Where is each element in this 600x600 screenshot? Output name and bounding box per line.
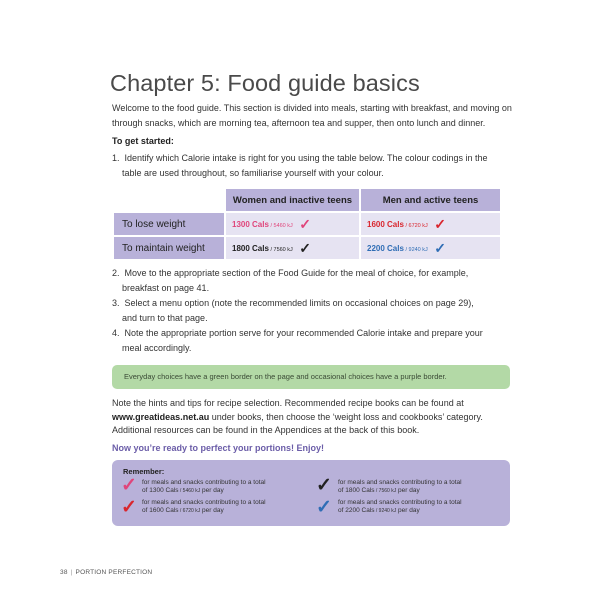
kj-value: / 7560 kJ	[268, 246, 293, 253]
page-footer	[60, 569, 152, 576]
pink-tick-icon: ✓	[299, 215, 312, 232]
step-text: Select a menu option (note the recommended limits on occasional choices on page 29),	[124, 298, 474, 308]
step-2	[112, 266, 507, 295]
step-number: 4.	[112, 328, 120, 338]
blue-tick-icon: ✓	[434, 239, 447, 256]
pink-tick-icon: ✓	[121, 475, 137, 496]
to-get-started-heading: To get started:	[112, 136, 174, 146]
calorie-table	[112, 187, 502, 261]
row-header-maintain-weight: To maintain weight	[114, 237, 224, 259]
hints-paragraph	[112, 397, 512, 438]
cal-value: 1600 Cals	[367, 219, 404, 229]
ready-heading: Now you’re ready to perfect your portions! Enjoy!	[112, 443, 325, 453]
remember-of: of	[338, 487, 346, 494]
remember-prefix: for meals and snacks contributing to a total	[338, 499, 462, 506]
blue-tick-icon: ✓	[316, 497, 332, 518]
kj-value: / 6720 kJ	[178, 508, 201, 514]
step-4	[112, 326, 507, 355]
hints-line-1: Note the hints and tips for recipe selection. Recommended recipe books can be found at	[112, 398, 464, 408]
cell-1600-cals	[361, 213, 500, 235]
kj-value: / 5460 kJ	[178, 488, 201, 494]
cal-value: 1800 Cals	[232, 243, 269, 253]
black-tick-icon: ✓	[299, 239, 312, 256]
red-tick-icon: ✓	[434, 215, 447, 232]
kj-value: / 5460 kJ	[268, 222, 293, 229]
kj-value: / 9240 kJ	[374, 508, 397, 514]
remember-box	[112, 460, 510, 526]
website-link[interactable]: www.greatideas.net.au	[112, 411, 210, 422]
per-day: per day	[396, 487, 420, 494]
chapter-title: Chapter 5: Food guide basics	[110, 70, 420, 96]
remember-item-1300	[142, 479, 266, 495]
remember-label: Remember:	[123, 467, 165, 476]
remember-prefix: for meals and snacks contributing to a total	[142, 479, 266, 486]
column-header-men: Men and active teens	[361, 189, 500, 211]
step-number: 2.	[112, 268, 120, 278]
cell-1800-cals	[226, 237, 359, 259]
step-number: 1.	[112, 153, 120, 163]
red-tick-icon: ✓	[121, 497, 137, 518]
remember-item-1800	[338, 479, 462, 495]
hints-line-2: under books, then choose the ‘weight loss and cookbooks’ category.	[209, 411, 483, 422]
per-day: per day	[200, 487, 224, 494]
remember-prefix: for meals and snacks contributing to a total	[338, 479, 462, 486]
page-number: 38	[60, 569, 68, 576]
step-1	[112, 151, 507, 180]
hints-line-3: Additional resources can be found in the Appendices at the back of this book.	[112, 425, 420, 435]
step-text: Identify which Calorie intake is right for you using the table below. The colour codings in the	[124, 153, 488, 163]
per-day: per day	[396, 507, 420, 514]
cal-value: 2200 Cals	[345, 507, 375, 514]
remember-item-1600	[142, 499, 266, 515]
step-text: Move to the appropriate section of the Food Guide for the meal of choice, for example,	[124, 268, 469, 278]
black-tick-icon: ✓	[316, 475, 332, 496]
cal-value: 1600 Cals	[149, 507, 179, 514]
step-text: breakfast on page 41.	[122, 282, 210, 293]
remember-of: of	[142, 487, 150, 494]
table-corner	[114, 189, 224, 211]
step-text: and turn to that page.	[122, 312, 208, 323]
cell-1300-cals	[226, 213, 359, 235]
step-3	[112, 296, 507, 325]
remember-item-2200	[338, 499, 462, 515]
kj-value: / 7560 kJ	[374, 488, 397, 494]
step-number: 3.	[112, 298, 120, 308]
intro-paragraph: Welcome to the food guide. This section is divided into meals, starting with breakfast, and moving on through snacks, which are morning tea, afternoon tea and supper, then onto lunch and dinner.	[112, 103, 512, 128]
remember-prefix: for meals and snacks contributing to a total	[142, 499, 266, 506]
per-day: per day	[200, 507, 224, 514]
remember-of: of	[142, 507, 150, 514]
book-title: PORTION PERFECTION	[75, 569, 153, 576]
kj-value: / 9240 kJ	[403, 246, 428, 253]
footer-separator: |	[70, 569, 73, 576]
row-header-lose-weight: To lose weight	[114, 213, 224, 235]
column-header-women: Women and inactive teens	[226, 189, 359, 211]
cal-value: 1300 Cals	[232, 219, 269, 229]
cal-value: 1300 Cals	[149, 487, 179, 494]
everyday-choices-note: Everyday choices have a green border on the page and occasional choices have a purple border.	[112, 365, 510, 389]
kj-value: / 6720 kJ	[403, 222, 428, 229]
step-text: table are used throughout, so familiarise yourself with your colour.	[122, 167, 384, 178]
step-text: Note the appropriate portion serve for your recommended Calorie intake and prepare your	[124, 328, 483, 338]
cal-value: 2200 Cals	[367, 243, 404, 253]
step-text: meal accordingly.	[122, 342, 192, 353]
remember-of: of	[338, 507, 346, 514]
cal-value: 1800 Cals	[345, 487, 375, 494]
cell-2200-cals	[361, 237, 500, 259]
